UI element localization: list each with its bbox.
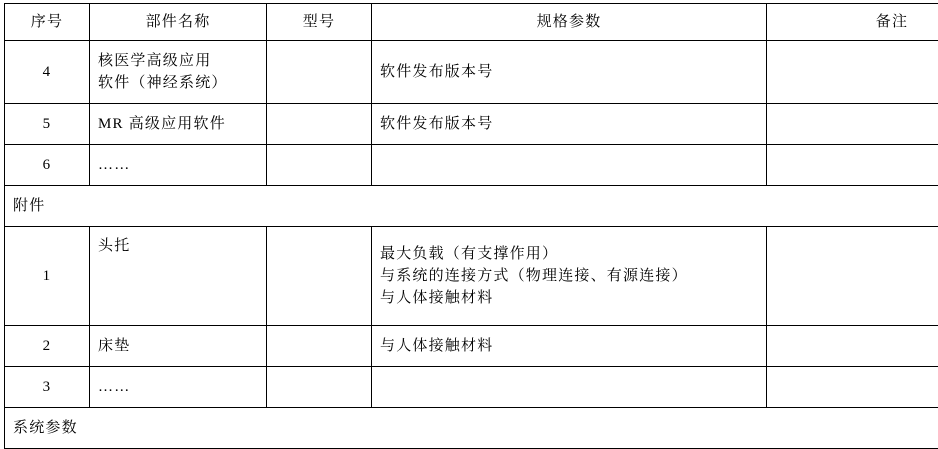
header-cell-note: 备注: [767, 4, 938, 41]
table-row: [5, 326, 938, 367]
table-header-row: [5, 4, 938, 41]
cell-note: [767, 104, 938, 145]
cell-name: [90, 41, 267, 104]
cell-model: [267, 41, 372, 104]
cell-name-line: 核医学高级应用: [98, 50, 258, 72]
cell-model: [267, 367, 372, 408]
table-row: [5, 41, 938, 104]
cell-spec: 与人体接触材料: [372, 326, 767, 367]
header-cell-spec: 规格参数: [372, 4, 767, 41]
cell-spec-line: 与系统的连接方式（物理连接、有源连接）: [380, 265, 758, 287]
cell-note: [767, 227, 938, 326]
cell-spec: [372, 367, 767, 408]
cell-spec: 软件发布版本号: [372, 104, 767, 145]
cell-note: [767, 367, 938, 408]
section-row-attachment: [5, 186, 938, 227]
cell-name: ……: [90, 145, 267, 186]
cell-name: 床垫: [90, 326, 267, 367]
cell-no: 4: [5, 41, 90, 104]
cell-spec: [372, 227, 767, 326]
cell-name: ……: [90, 367, 267, 408]
section-label: 系统参数: [5, 408, 938, 449]
section-row-system-params: [5, 408, 938, 449]
table-row: [5, 227, 938, 326]
table-row: [5, 145, 938, 186]
header-cell-model: 型号: [267, 4, 372, 41]
cell-spec: 软件发布版本号: [372, 41, 767, 104]
cell-no: 1: [5, 227, 90, 326]
specification-table: [4, 3, 938, 449]
cell-note: [767, 145, 938, 186]
cell-spec: [372, 145, 767, 186]
cell-no: 6: [5, 145, 90, 186]
cell-model: [267, 104, 372, 145]
cell-model: [267, 145, 372, 186]
cell-spec-line: 与人体接触材料: [380, 287, 758, 309]
cell-model: [267, 326, 372, 367]
table-row: [5, 367, 938, 408]
table-row: [5, 104, 938, 145]
cell-model: [267, 227, 372, 326]
header-cell-no: 序号: [5, 4, 90, 41]
cell-no: 2: [5, 326, 90, 367]
cell-no: 3: [5, 367, 90, 408]
header-cell-name: 部件名称: [90, 4, 267, 41]
cell-no: 5: [5, 104, 90, 145]
cell-name: 头托: [90, 227, 267, 326]
cell-note: [767, 326, 938, 367]
section-label: 附件: [5, 186, 938, 227]
cell-name-line: 软件（神经系统）: [98, 72, 258, 94]
cell-note: [767, 41, 938, 104]
cell-name: MR 高级应用软件: [90, 104, 267, 145]
cell-spec-line: 最大负载（有支撑作用）: [380, 243, 758, 265]
